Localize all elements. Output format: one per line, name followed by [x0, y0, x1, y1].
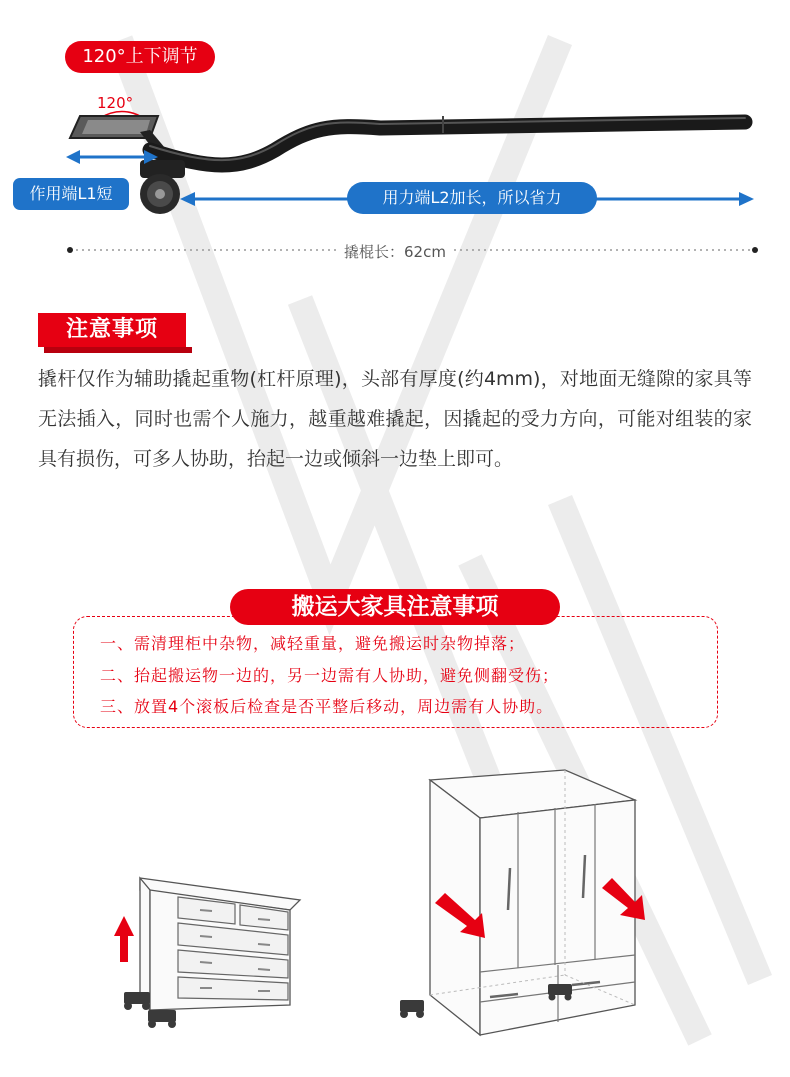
- angle-label: 120°: [97, 94, 134, 112]
- adjust-angle-badge: 120°上下调节: [65, 41, 215, 73]
- moving-note-item: 二、抬起搬运物一边的，另一边需有人协助，避免侧翻受伤；: [100, 666, 560, 685]
- short-end-label: 作用端L1短: [13, 178, 129, 210]
- lever-bar-illustration: [0, 60, 790, 260]
- long-end-label: 用力端L2加长，所以省力: [347, 182, 597, 214]
- moving-note-item: 一、需清理柜中杂物，减轻重量，避免搬运时杂物掉落；: [100, 634, 526, 653]
- bar-length-label: 撬棍长：62cm: [340, 241, 450, 262]
- moving-notes-title: 搬运大家具注意事项: [230, 589, 560, 625]
- dresser-illustration: [100, 860, 310, 1035]
- notes-body: 撬杆仅作为辅助撬起重物(杠杆原理)，头部有厚度(约4mm)，对地面无缝隙的家具等无法插入，同时也需个人施力，越重越难撬起，因撬起的受力方向，可能对组装的家具有损伤，可多人协助，抬起一边或倾斜一边垫上即可。: [38, 368, 752, 470]
- moving-note-item: 三、放置4个滚板后检查是否平整后移动，周边需有人协助。: [100, 697, 554, 716]
- wardrobe-illustration: [390, 760, 660, 1045]
- notes-title: 注意事项: [38, 313, 186, 347]
